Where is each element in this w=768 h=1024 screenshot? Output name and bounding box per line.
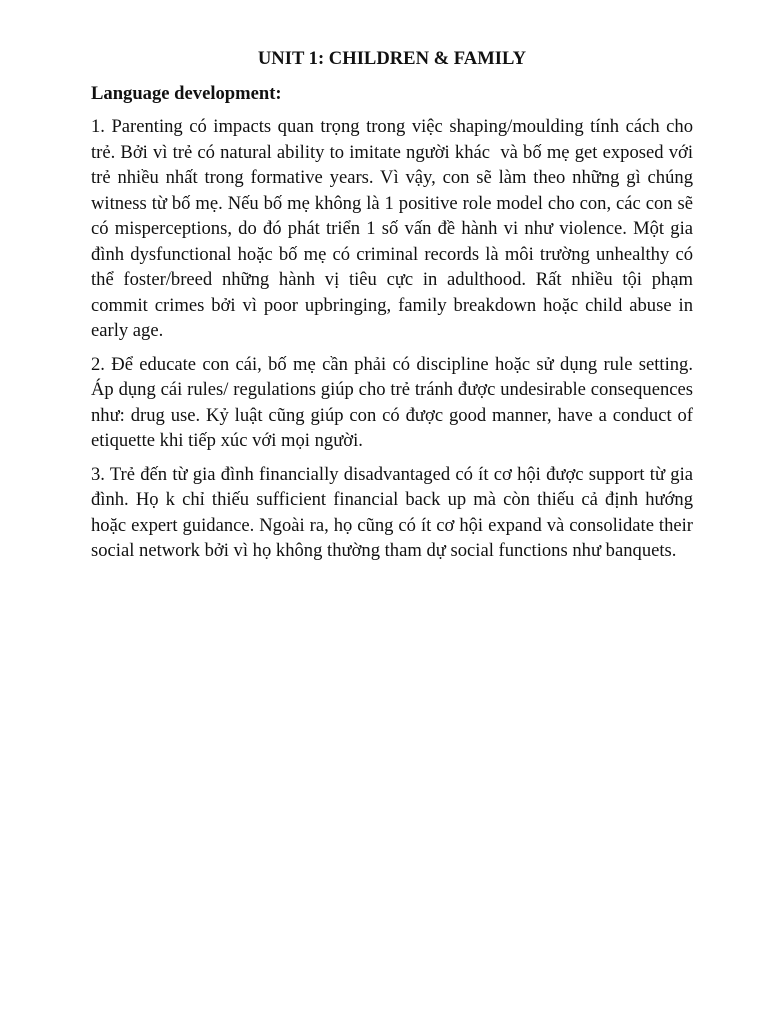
section-heading: Language development: (91, 83, 282, 104)
paragraph-2: 2. Để educate con cái, bố mẹ cần phải có discipline hoặc sử dụng rule setting. Áp dụng cái rules/ regulations giúp cho trẻ tránh được undesirable consequences như: drug use. Kỷ luật cũng giúp con có được good manner, have a conduct of etiquette khi tiếp xúc với mọi người. (91, 353, 698, 451)
paragraph-3: 3. Trẻ đến từ gia đình financially disadvantaged có ít cơ hội được support từ gia đình. Họ k chỉ thiếu sufficient financial back up mà còn thiếu cả định hướng hoặc expert guidance. Ngoài ra, họ cũng có ít cơ hội expand và consolidate their social network bởi vì họ không thường tham dự social functions như banquets. (91, 463, 698, 561)
document-title: UNIT 1: CHILDREN & FAMILY (257, 48, 527, 69)
document-page (91, 46, 698, 572)
paragraph-1: 1. Parenting có impacts quan trọng trong việc shaping/moulding tính cách cho trẻ. Bởi vì trẻ có natural ability to imitate người khác và bố mẹ get exposed với trẻ nhiều nhất trong formative years. Vì vậy, con sẽ làm theo những gì chúng witness từ bố mẹ. Nếu bố mẹ không là 1 positive role model cho con, các con sẽ có misperceptions, do đó phát triển 1 số vấn đề hành vi như violence. Một gia đình dysfunctional hoặc bố mẹ có criminal records là môi trường unhealthy có thể foster/breed những hành vị tiêu cực in adulthood. Rất nhiều tội phạm commit crimes bởi vì poor upbringing, family breakdown hoặc child abuse in early age. (91, 116, 698, 341)
